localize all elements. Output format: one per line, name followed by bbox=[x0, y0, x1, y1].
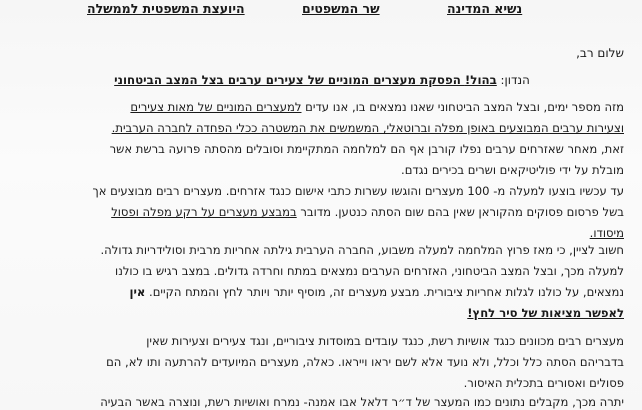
paragraph-2 bbox=[32, 181, 624, 244]
addressee-header bbox=[0, 0, 642, 20]
paragraph-line: מובלת על ידי פוליטיקאים ושרים בכירים נגדם. bbox=[401, 163, 624, 177]
paragraph-line: וצעירות ערבים המבוצעים באופן מפלה וברוטאלי, המשמשים את המשטרה ככלי הפחדה לחברה הערבית. bbox=[111, 121, 624, 135]
addressee-attorney-general: היועצת המשפטית לממשלה bbox=[87, 1, 245, 16]
paragraph-line bbox=[32, 97, 624, 118]
subject-urgent: בהול! bbox=[464, 73, 497, 87]
underlined-text: למעצרים המוניים של מאות צעירים bbox=[130, 100, 302, 114]
paragraph-line: פסולים ואסורים בתכלית האיסור. bbox=[463, 376, 624, 390]
paragraph-line: למעלה מכך, ובצל המצב הביטחוני, האזרחים הערבים נמצאים במתח וחרדה גדולים. במצב רגיש בו כולנו bbox=[115, 264, 624, 278]
paragraph-line bbox=[32, 282, 624, 303]
paragraph-5 bbox=[32, 392, 624, 410]
subject-line bbox=[22, 73, 622, 87]
greeting: שלום רב, bbox=[576, 46, 624, 60]
paragraph-line: מעצרים רבים מכוונים כנגד אושיות רשת, כנגד עובדים במוסדות ציבוריים, ונגד צעירים וצעירות שאין bbox=[146, 334, 624, 348]
paragraph-1 bbox=[32, 97, 624, 181]
paragraph-line: חשוב לציין, כי מאז פרוץ המלחמה למעלה משבוע, החברה הערבית גילתה אחריות מרבית וסולידריות גדולה. bbox=[100, 243, 624, 257]
text-segment: בשל פרסום פסוקים מהקוראן שאין בהם שום הסתה כנטען. מדובר bbox=[296, 205, 624, 219]
paragraph-3 bbox=[32, 240, 624, 324]
paragraph-line: מיסודו. bbox=[589, 226, 624, 240]
subject-lead: הנדון: bbox=[496, 73, 530, 87]
text-segment: נמצאים, על כולנו לגלות אחריות ציבורית. מבצע מעצרים זה, מוסיף יותר ויותר לחץ והמתח הקיים. bbox=[145, 285, 624, 299]
paragraph-line: לאפשר מציאות של סיר לחץ! bbox=[467, 306, 624, 320]
paragraph-line: עד עכשיו בוצעו למעלה מ- 100 מעצרים והוגשו עשרות כתבי אישום כנגד אזרחים. מעצרים רבים מבוצעים אך bbox=[92, 184, 624, 198]
subject-topic: הפסקת מעצרים המוניים של צעירים ערבים בצל המצב הביטחוני bbox=[114, 73, 465, 87]
paragraph-4 bbox=[32, 331, 624, 394]
paragraph-line: זאת, מאחר שאזרחים ערבים נפלו קורבן אף הם למלחמה המתקיימת וסובלים מהסתה פרועה ברשת אשר bbox=[109, 142, 624, 156]
paragraph-line: יתרה מכך, מקבלים נתונים כמו המעצר של ד״ר דלאל אבו אמנה- נמרח ואושיות רשת, ונוצרה באשר הבעיה bbox=[100, 395, 624, 409]
paragraph-line bbox=[32, 202, 624, 223]
paragraph-line: בדבריהם הסתה כלל וכלל, ולא נועד אלא לשם יראו וייראו. כאלה, מעצרים המיועדים להרתעה ותו לא, הם bbox=[106, 355, 624, 369]
bold-text: אין bbox=[129, 285, 146, 299]
underlined-text: במבצע מעצרים על רקע מפלה ופסול bbox=[111, 205, 297, 219]
text-segment: מזה מספר ימים, ובצל המצב הביטחוני שאנו נמצאים בו, אנו עדים bbox=[301, 100, 624, 114]
addressee-justice-minister: שר המשפטים bbox=[302, 1, 380, 16]
addressee-president: נשיא המדינה bbox=[447, 1, 523, 16]
